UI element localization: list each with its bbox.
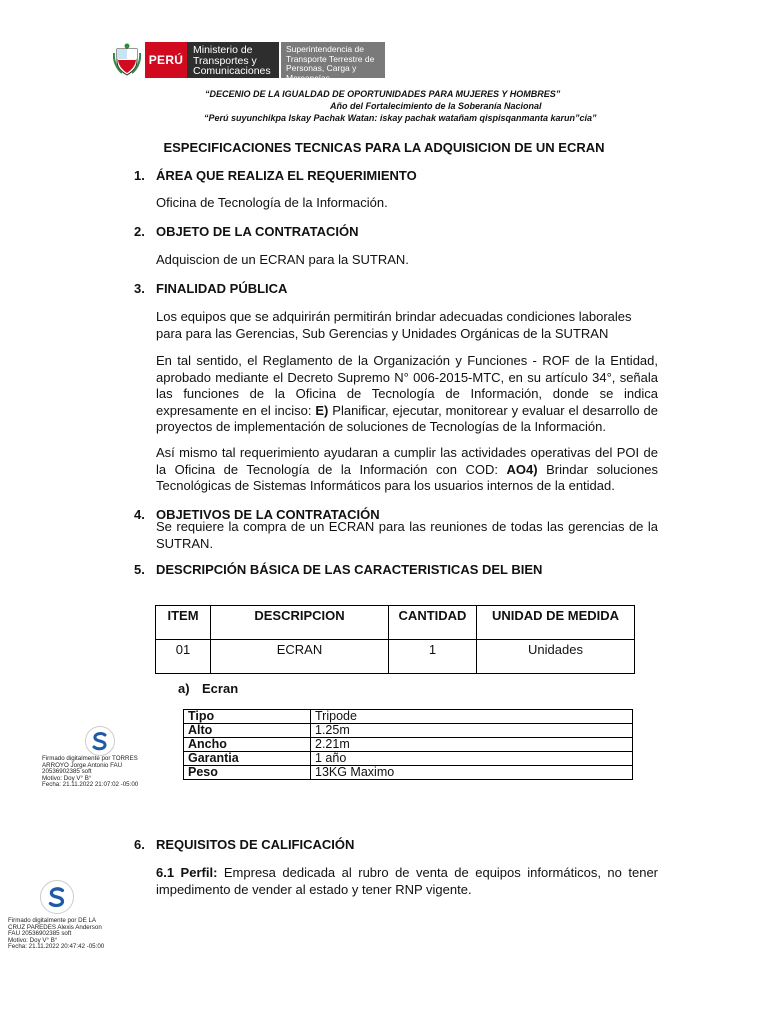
signature-1-text bbox=[42, 756, 138, 789]
table-row bbox=[184, 766, 633, 780]
peru-label: PERÚ bbox=[145, 42, 187, 78]
header-item: ITEM bbox=[156, 606, 211, 640]
cell-unidad-medida: Unidades bbox=[477, 640, 635, 674]
table-row bbox=[184, 724, 633, 738]
header-descripcion: DESCRIPCION bbox=[211, 606, 389, 640]
table-row bbox=[184, 752, 633, 766]
peru-coat-of-arms-icon bbox=[112, 42, 142, 78]
items-table-header bbox=[156, 606, 635, 640]
section-4-text: Se requiere la compra de un ECRAN para las reuniones de todas las gerencias de la SUTRAN. bbox=[156, 519, 658, 551]
spec-key: Alto bbox=[184, 724, 311, 738]
section-3-title: FINALIDAD PÚBLICA bbox=[156, 281, 288, 296]
signature-2-line-5: Fecha: 21.11.2022 20:47:42 -05:00 bbox=[8, 943, 105, 951]
section-4-number: 4. bbox=[134, 507, 145, 522]
section-3-paragraph-2-text: En tal sentido, el Reglamento de la Organización y Funciones - ROF de la Entidad, aprobado mediante el Decreto Supremo N° 006-2015-MTC, en su artículo 34°, señala las funciones de la Oficina de Tecnología de Información, donde se indica expresamente en el inciso: bbox=[156, 353, 658, 418]
signature-1-line-1: Firmado digitalmente por TORRES bbox=[42, 755, 138, 762]
spec-key: Garantia bbox=[184, 752, 311, 766]
spec-table bbox=[183, 709, 633, 780]
section-3-paragraph-2-tail: Planificar, ejecutar, monitorear y evaluar el desarrollo de proyectos de implementación de soluciones de Tecnologías de la Información. bbox=[156, 402, 658, 434]
poi-code-label: AO4) bbox=[506, 461, 538, 477]
signature-2-line-3: FAU 20536902385 soft bbox=[8, 930, 72, 938]
cell-descripcion: ECRAN bbox=[211, 640, 389, 674]
section-3-paragraph-3-tail: Brindar soluciones Tecnológicas de Sistemas Informáticos para los usuarios internos de la entidad. bbox=[156, 461, 658, 493]
section-2-text: Adquiscion de un ECRAN para la SUTRAN. bbox=[156, 252, 409, 267]
subsection-a-title: Ecran bbox=[202, 681, 239, 696]
section-5-number: 5. bbox=[134, 562, 145, 577]
document-title: ESPECIFICACIONES TECNICAS PARA LA ADQUISICION DE UN ECRAN bbox=[163, 140, 605, 155]
signature-2-text bbox=[8, 918, 104, 951]
sutran-logo-icon bbox=[85, 726, 115, 756]
signature-1-line-4: Motivo: Doy V° B° bbox=[42, 774, 92, 782]
section-2-title: OBJETO DE LA CONTRATACIÓN bbox=[156, 224, 359, 239]
spec-value: 13KG Maximo bbox=[311, 766, 633, 780]
sutran-logo-icon bbox=[40, 880, 74, 914]
section-1-text: Oficina de Tecnología de la Información. bbox=[156, 195, 388, 210]
header-cantidad: CANTIDAD bbox=[389, 606, 477, 640]
cell-item: 01 bbox=[156, 640, 211, 674]
section-6-perfil bbox=[156, 865, 658, 898]
signature-2-line-1: Firmado digitalmente por DE LA bbox=[8, 917, 97, 924]
section-1-number: 1. bbox=[134, 168, 145, 183]
header-logos bbox=[112, 42, 385, 83]
section-3-paragraph-1: Los equipos que se adquirirán permitirán brindar adecuadas condiciones laborales para para las Gerencias, Sub Gerencias y Unidades Orgánicas de la SUTRAN bbox=[156, 309, 632, 341]
table-row bbox=[184, 738, 633, 752]
items-table bbox=[155, 605, 635, 674]
section-3-paragraph-3-text: Así mismo tal requerimiento ayudaran a cumplir las actividades operativas del POI de la Oficina de Tecnología de la Información con COD: bbox=[156, 445, 658, 477]
decree-line-1: “DECENIO DE LA IGUALDAD DE OPORTUNIDADES PARA MUJERES Y HOMBRES” bbox=[205, 89, 561, 99]
decree-line-2: Año del Fortalecimiento de la Soberanía Nacional bbox=[330, 101, 542, 111]
section-2-number: 2. bbox=[134, 224, 145, 239]
section-1-title: ÁREA QUE REALIZA EL REQUERIMIENTO bbox=[156, 168, 417, 183]
perfil-label: 6.1 Perfil: bbox=[156, 865, 218, 880]
spec-key: Peso bbox=[184, 766, 311, 780]
signature-1-logo bbox=[85, 726, 115, 756]
signature-2-line-4: Motivo: Doy V° B° bbox=[8, 936, 58, 944]
spec-value: 2.21m bbox=[311, 738, 633, 752]
section-5-title: DESCRIPCIÓN BÁSICA DE LAS CARACTERISTICAS DEL BIEN bbox=[156, 562, 543, 577]
signature-1-line-5: Fecha: 21.11.2022 21:07:02 -05:00 bbox=[42, 781, 139, 789]
table-row bbox=[184, 710, 633, 724]
section-3-paragraph-3 bbox=[156, 445, 658, 495]
table-row bbox=[156, 640, 635, 674]
signature-2-logo bbox=[40, 880, 74, 914]
signature-1-line-2: ARROYO Jorge Antonio FAU bbox=[42, 761, 123, 769]
header-unidad-medida: UNIDAD DE MEDIDA bbox=[477, 606, 635, 640]
subsection-a-label: a) bbox=[178, 681, 190, 696]
section-6-title: REQUISITOS DE CALIFICACIÓN bbox=[156, 837, 355, 852]
section-3-number: 3. bbox=[134, 281, 145, 296]
signature-1-line-3: 20536902385 soft bbox=[42, 768, 92, 776]
spec-key: Tipo bbox=[184, 710, 311, 724]
section-4-title: OBJETIVOS DE LA CONTRATACIÓN bbox=[156, 507, 380, 522]
decree-line-3: “Perú suyunchikpa Iskay Pachak Watan: iskay pachak watañam qispisqanmanta karun”cia” bbox=[204, 113, 597, 123]
spec-value: 1 año bbox=[311, 752, 633, 766]
spec-value: 1.25m bbox=[311, 724, 633, 738]
section-3-paragraph-2 bbox=[156, 353, 658, 436]
cell-cantidad: 1 bbox=[389, 640, 477, 674]
perfil-text: Empresa dedicada al rubro de venta de equipos informáticos, no tener impedimento de vender al estado y tener RNP vigente. bbox=[156, 865, 658, 897]
sutran-agency-label: Superintendencia de Transporte Terrestre de Personas, Carga y Mercancías bbox=[281, 42, 385, 78]
ministry-label: Ministerio de Transportes y Comunicaciones bbox=[187, 42, 279, 78]
inciso-label: E) bbox=[315, 402, 329, 418]
spec-key: Ancho bbox=[184, 738, 311, 752]
section-6-number: 6. bbox=[134, 837, 145, 852]
spec-value: Tripode bbox=[311, 710, 633, 724]
signature-2-line-2: CRUZ PAREDES Alexis Anderson bbox=[8, 923, 102, 931]
